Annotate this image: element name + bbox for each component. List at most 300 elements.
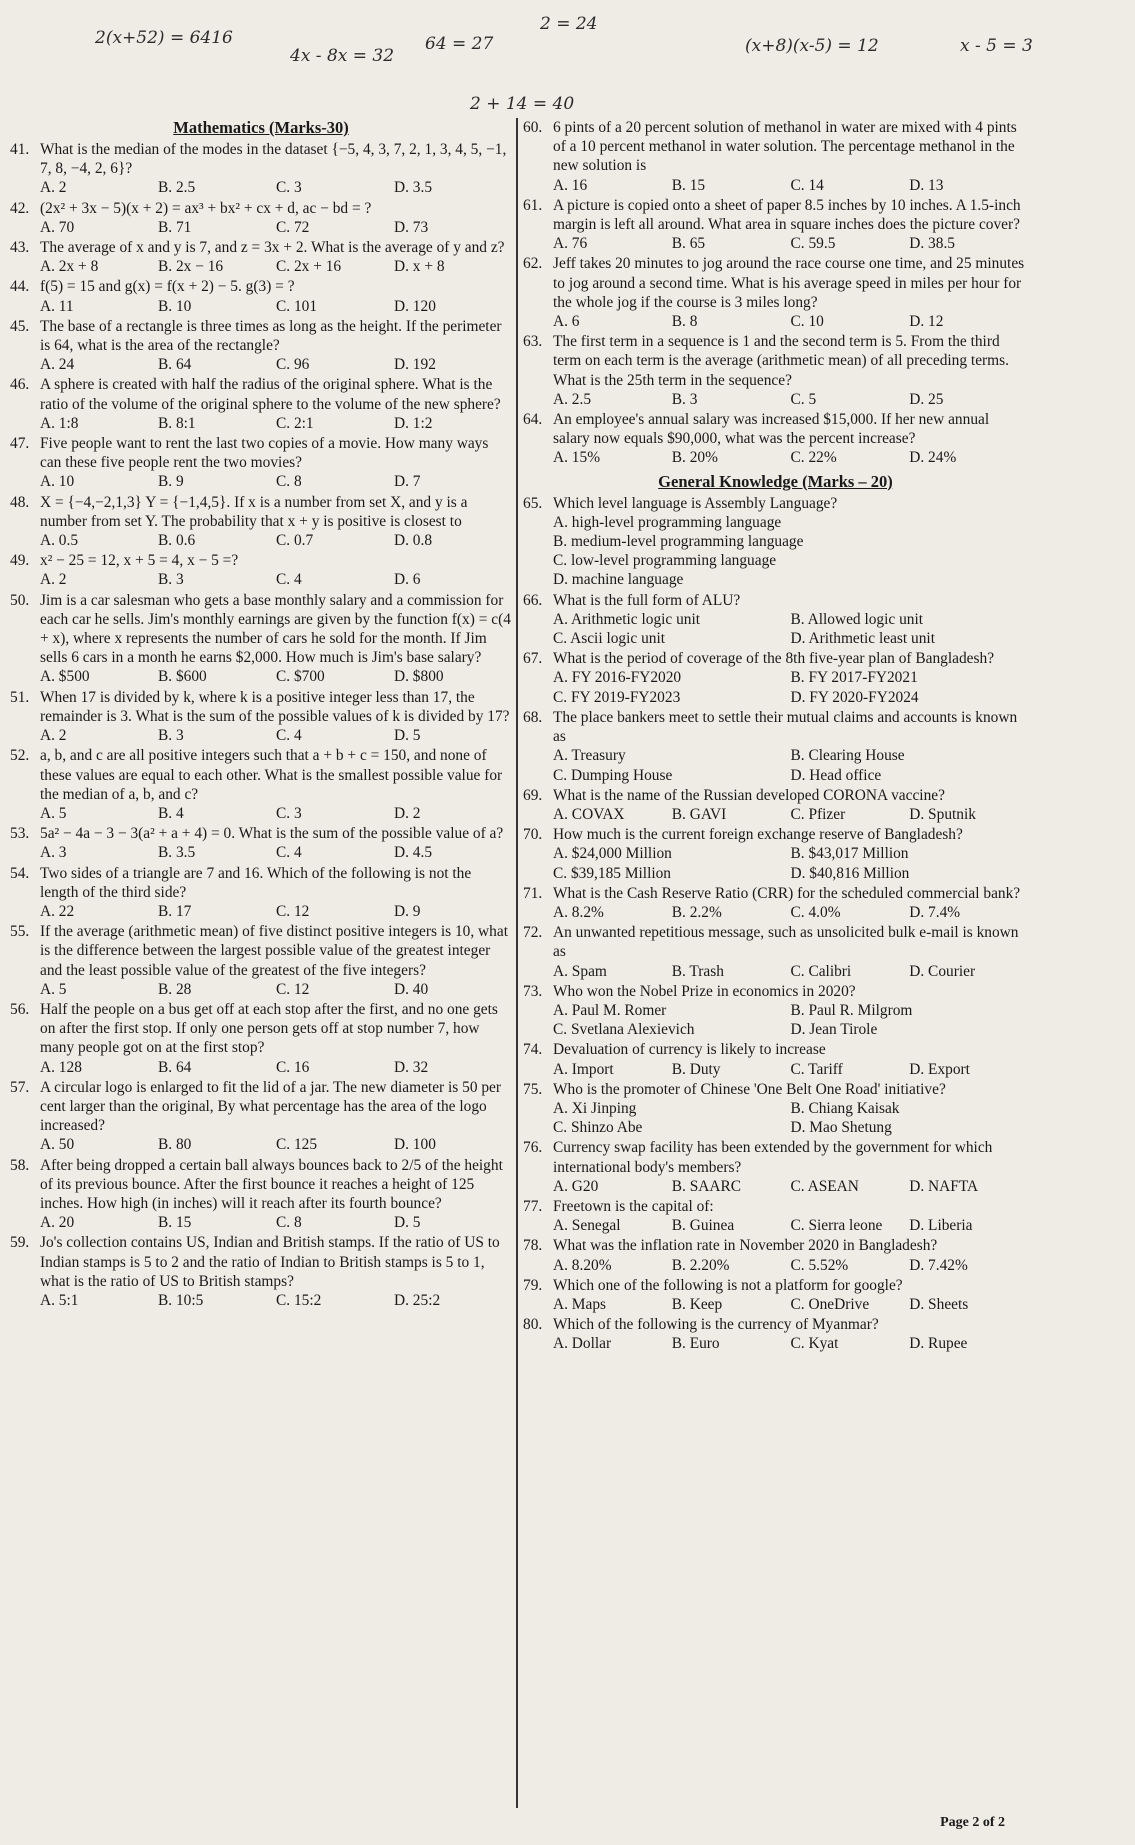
question-item [10, 493, 512, 551]
answer-options [10, 980, 512, 999]
answer-option: A. 3 [40, 844, 67, 862]
answer-option: D. 32 [394, 1058, 429, 1076]
answer-option: A. 5 [40, 980, 67, 998]
answer-option: D. Liberia [909, 1217, 973, 1235]
answer-option: B. Clearing House [790, 747, 905, 765]
question-text: Which of the following is the currency of Myanmar? [553, 1316, 879, 1334]
question-number: 53. [10, 825, 30, 843]
question-stem [523, 1276, 1028, 1295]
answer-option: C. Kyat [790, 1335, 839, 1353]
answer-option: B. 17 [158, 902, 192, 920]
answer-options [10, 726, 512, 745]
answer-option: D. 0.8 [394, 532, 433, 550]
answer-option: C. Pfizer [790, 805, 846, 823]
question-stem [10, 1233, 512, 1291]
answer-option: C. Shinzo Abe [553, 1119, 643, 1137]
answer-option: D. 192 [394, 356, 436, 374]
question-text: If the average (arithmetic mean) of five distinct positive integers is 10, what is the difference between the largest possible value of the greatest integer and the least possible value of the greatest of the five integers? [40, 923, 508, 979]
question-item [10, 1000, 512, 1077]
answer-option: C. 8 [276, 473, 302, 491]
answer-option: D. 25:2 [394, 1291, 441, 1309]
answer-option: D. Sputnik [909, 805, 976, 823]
question-number: 54. [10, 864, 30, 882]
question-item [10, 688, 512, 746]
answer-option: B. 8 [671, 313, 698, 331]
answer-option: C. Svetlana Alexievich [553, 1021, 695, 1039]
question-number: 44. [10, 278, 30, 296]
question-item [523, 1080, 1028, 1138]
answer-options [523, 668, 1028, 706]
question-text: An employee's annual salary was increased $15,000. If her new annual salary now equals $90,000, what was the percent increase? [553, 411, 990, 448]
page-number: Page 2 of 2 [940, 1815, 1005, 1830]
question-stem [523, 1197, 1028, 1216]
answer-options [10, 414, 512, 433]
answer-options [523, 903, 1028, 922]
answer-option: A. 5:1 [40, 1291, 79, 1309]
answer-option: B. 65 [671, 235, 706, 253]
answer-options [523, 390, 1028, 409]
gk-questions [523, 494, 1028, 1354]
answer-option: C. 125 [276, 1136, 318, 1154]
answer-option: C. OneDrive [790, 1295, 870, 1313]
question-stem [523, 196, 1028, 234]
answer-option: D. 7 [394, 473, 421, 491]
answer-option: C. 3 [276, 179, 302, 197]
answer-option: A. Paul M. Romer [553, 1001, 667, 1019]
answer-option: B. Allowed logic unit [790, 610, 924, 628]
answer-option: B. Euro [671, 1335, 720, 1353]
answer-option: D. Sheets [909, 1295, 969, 1313]
answer-option: B. 28 [158, 980, 192, 998]
answer-option: C. 3 [276, 804, 302, 822]
question-text: Two sides of a triangle are 7 and 16. Which of the following is not the length of the third side? [40, 864, 472, 901]
question-item [523, 1276, 1028, 1314]
answer-option: B. 9 [158, 473, 184, 491]
answer-option: D. x + 8 [394, 258, 445, 276]
question-text: The base of a rectangle is three times as long as the height. If the perimeter is 64, what is the area of the rectangle? [40, 317, 502, 355]
scribble-note: 4x - 8x = 32 [290, 46, 395, 66]
answer-options [523, 448, 1028, 467]
question-text: A circular logo is enlarged to fit the lid of a jar. The new diameter is 50 per cent larger than the original, By what percentage has the area of the logo increased? [40, 1078, 502, 1135]
question-item [523, 1197, 1028, 1235]
answer-options [10, 1058, 512, 1077]
question-number: 78. [523, 1237, 543, 1255]
question-text: x² − 25 = 12, x + 5 = 4, x − 5 =? [40, 552, 239, 570]
answer-options [523, 610, 1028, 648]
question-text: X = {−4,−2,1,3} Y = {−1,4,5}. If x is a number from set X, and y is a number from set Y. The probability that x + y is positive is closest to [40, 493, 468, 530]
question-text: Jeff takes 20 minutes to jog around the race course one time, and 25 minutes to jog around a second time. What is his average speed in miles per hour for the whole jog if the course is 3 miles long? [553, 255, 1025, 311]
question-text: 5a² − 4a − 3 − 3(a² + a + 4) = 0. What is the sum of the possible value of a? [40, 825, 504, 843]
answer-option: D. Rupee [909, 1335, 968, 1353]
question-number: 60. [523, 119, 543, 136]
question-item [523, 591, 1028, 649]
answer-options [523, 1216, 1028, 1235]
question-text: Jim is a car salesman who gets a base monthly salary and a commission for each car he sells. Jim's monthly earnings are given by the function f(x) = c(4 + x), where x represents the number of cars he sold for the month. If Jim sells 6 cars in a month he earns $2,000. How much is Jim's base salary? [40, 591, 511, 667]
question-stem [523, 1138, 1028, 1176]
answer-option: D. 24% [909, 449, 957, 467]
question-text: An unwanted repetitious message, such as unsolicited bulk e-mail is known as [553, 924, 1019, 961]
question-item [523, 494, 1028, 590]
answer-option: A. 10 [40, 473, 75, 491]
answer-option: B. SAARC [671, 1177, 742, 1195]
scribble-note: 2(x+52) = 6416 [95, 28, 233, 48]
question-number: 58. [10, 1156, 30, 1174]
question-number: 66. [523, 591, 543, 609]
question-number: 63. [523, 333, 543, 351]
answer-option: A. 11 [40, 297, 74, 315]
question-stem [523, 591, 1028, 610]
answer-option: B. 80 [158, 1136, 192, 1154]
answer-options [523, 1334, 1028, 1353]
question-item [10, 434, 512, 492]
question-number: 51. [10, 688, 30, 706]
question-item [10, 140, 512, 198]
answer-option: D. machine language [553, 571, 684, 589]
question-item [10, 864, 512, 922]
answer-option: A. 76 [553, 235, 588, 253]
question-text: 6 pints of a 20 percent solution of methanol in water are mixed with 4 pints of a 10 percent methanol in water solution. The percentage methanol in the new solution is [553, 119, 1017, 175]
question-text: Devaluation of currency is likely to increase [553, 1041, 826, 1059]
answer-option: B. 3 [671, 390, 698, 408]
answer-option: C. 16 [276, 1058, 310, 1076]
answer-option: A. Treasury [553, 747, 626, 765]
question-stem [10, 493, 512, 531]
question-item [523, 196, 1028, 254]
answer-options [523, 805, 1028, 824]
question-number: 68. [523, 708, 543, 726]
scribble-note: x - 5 = 3 [960, 36, 1033, 56]
answer-options [10, 531, 512, 550]
question-item [10, 746, 512, 823]
question-stem [523, 494, 1028, 513]
answer-option: A. $500 [40, 668, 90, 686]
answer-option: C. 72 [276, 218, 310, 236]
question-item [10, 317, 512, 375]
question-stem [10, 551, 512, 570]
question-item [523, 254, 1028, 331]
answer-options [523, 1060, 1028, 1079]
answer-option: C. 5 [790, 390, 817, 408]
question-number: 74. [523, 1041, 543, 1059]
answer-options [10, 570, 512, 589]
answer-option: A. Import [553, 1060, 614, 1078]
answer-option: B. Trash [671, 962, 724, 980]
question-number: 47. [10, 435, 30, 453]
question-stem [10, 199, 512, 218]
question-text: A sphere is created with half the radius of the original sphere. What is the ratio of the volume of the original sphere to the volume of the new sphere? [40, 376, 501, 413]
answer-option: C. Sierra leone [790, 1217, 883, 1235]
answer-option: B. 3 [158, 571, 184, 589]
question-stem [523, 982, 1028, 1001]
answer-options [523, 1099, 1028, 1137]
answer-option: A. 5 [40, 804, 67, 822]
answer-option: D. Head office [790, 766, 882, 784]
question-stem [10, 922, 512, 980]
answer-option: C. 8 [276, 1214, 302, 1232]
question-number: 72. [523, 924, 543, 942]
question-text: What is the period of coverage of the 8th five-year plan of Bangladesh? [553, 650, 995, 668]
question-stem [10, 238, 512, 257]
exam-page [0, 118, 1135, 1818]
answer-option: B. medium-level programming language [553, 533, 804, 551]
question-item [523, 825, 1028, 883]
question-number: 64. [523, 411, 543, 429]
answer-option: B. 2.20% [671, 1256, 730, 1274]
answer-option: B. 4 [158, 804, 184, 822]
answer-option: B. 2x − 16 [158, 258, 224, 276]
answer-option: D. 13 [909, 176, 944, 194]
question-number: 43. [10, 239, 30, 257]
answer-option: D. 2 [394, 804, 421, 822]
answer-option: A. 16 [553, 176, 588, 194]
question-number: 75. [523, 1080, 543, 1098]
answer-option: B. FY 2017-FY2021 [790, 669, 918, 687]
question-stem [523, 825, 1028, 844]
answer-option: C. 59.5 [790, 235, 836, 253]
answer-option: C. 4 [276, 571, 302, 589]
answer-option: B. Keep [671, 1295, 723, 1313]
answer-option: D. NAFTA [909, 1177, 979, 1195]
question-item [523, 410, 1028, 468]
answer-option: B. Chiang Kaisak [790, 1099, 900, 1117]
answer-option: A. 8.20% [553, 1256, 612, 1274]
answer-options [10, 1135, 512, 1154]
question-stem [523, 1040, 1028, 1059]
question-number: 48. [10, 493, 30, 511]
question-number: 73. [523, 982, 543, 1000]
answer-option: A. $24,000 Million [553, 845, 672, 863]
answer-options [10, 218, 512, 237]
question-text: Freetown is the capital of: [553, 1197, 714, 1215]
question-item [10, 277, 512, 315]
answer-option: A. 128 [40, 1058, 82, 1076]
answer-option: B. 10:5 [158, 1291, 204, 1309]
question-item [10, 238, 512, 276]
answer-options [10, 804, 512, 823]
question-item [523, 884, 1028, 922]
question-stem [10, 1156, 512, 1214]
scribble-note: 2 + 14 = 40 [470, 94, 575, 114]
answer-option: B. 15 [158, 1214, 192, 1232]
question-text: How much is the current foreign exchange reserve of Bangladesh? [553, 826, 963, 844]
answer-option: C. 101 [276, 297, 318, 315]
question-number: 69. [523, 786, 543, 804]
answer-option: C. 4 [276, 844, 302, 862]
answer-option: A. Maps [553, 1295, 607, 1313]
scribble-note: 64 = 27 [425, 34, 494, 54]
question-number: 45. [10, 317, 30, 335]
question-stem [10, 591, 512, 668]
answer-option: A. 2 [40, 571, 67, 589]
question-item [523, 1236, 1028, 1274]
answer-option: D. 7.42% [909, 1256, 968, 1274]
answer-option: C. Ascii logic unit [553, 630, 666, 648]
answer-options [523, 1295, 1028, 1314]
answer-options [10, 178, 512, 197]
question-item [523, 1138, 1028, 1196]
answer-options [523, 312, 1028, 331]
answer-option: B. 3.5 [158, 844, 196, 862]
question-text: What is the median of the modes in the dataset {−5, 4, 3, 7, 2, 1, 3, 4, 5, −1, 7, 8, −4, 2, 6}? [40, 141, 507, 178]
answer-option: A. FY 2016-FY2020 [553, 669, 682, 687]
question-text: a, b, and c are all positive integers such that a + b + c = 150, and none of these values are equal to each other. What is the smallest possible value for the median of a, b, and c? [40, 747, 503, 803]
answer-options [523, 1256, 1028, 1275]
answer-option: D. 9 [394, 902, 421, 920]
answer-option: D. 38.5 [909, 235, 955, 253]
answer-option: C. $39,185 Million [553, 864, 672, 882]
question-item [10, 1233, 512, 1310]
question-stem [523, 1236, 1028, 1255]
answer-options [523, 844, 1028, 882]
answer-option: C. low-level programming language [553, 552, 777, 570]
answer-options [10, 667, 512, 686]
answer-option: A. 1:8 [40, 414, 79, 432]
answer-option: D. 4.5 [394, 844, 433, 862]
answer-option: C. 15:2 [276, 1291, 322, 1309]
question-stem [10, 140, 512, 178]
answer-option: C. 12 [276, 902, 310, 920]
answer-option: A. 2 [40, 727, 67, 745]
answer-options [10, 902, 512, 921]
answer-option: C. ASEAN [790, 1177, 859, 1195]
question-item [10, 199, 512, 237]
answer-option: A. Arithmetic logic unit [553, 610, 701, 628]
answer-option: C. 12 [276, 980, 310, 998]
answer-option: C. 4 [276, 727, 302, 745]
question-item [523, 708, 1028, 785]
answer-option: D. 6 [394, 571, 421, 589]
question-number: 41. [10, 141, 30, 158]
question-number: 59. [10, 1234, 30, 1252]
question-text: f(5) = 15 and g(x) = f(x + 2) − 5. g(3) = ? [40, 278, 295, 296]
answer-option: A. Xi Jinping [553, 1099, 637, 1117]
answer-options [523, 234, 1028, 253]
answer-option: C. Dumping House [553, 766, 673, 784]
answer-option: B. $43,017 Million [790, 845, 909, 863]
answer-option: C. 2:1 [276, 414, 314, 432]
answer-option: B. 8:1 [158, 414, 196, 432]
question-item [523, 786, 1028, 824]
answer-option: A. 8.2% [553, 903, 604, 921]
answer-option: D. $800 [394, 668, 444, 686]
question-stem [523, 332, 1028, 390]
question-text: Who is the promoter of Chinese 'One Belt One Road' initiative? [553, 1080, 946, 1098]
math-questions-left [10, 140, 512, 1310]
answer-option: B. Duty [671, 1060, 721, 1078]
answer-option: B. 71 [158, 218, 192, 236]
answer-option: D. 1:2 [394, 414, 433, 432]
gk-section-title: General Knowledge (Marks – 20) [658, 471, 893, 491]
question-text: When 17 is divided by k, where k is a positive integer less than 17, the remainder is 3. What is the sum of the possible values of k is divided by 17? [40, 688, 510, 725]
answer-option: D. Export [909, 1060, 970, 1078]
answer-options [523, 746, 1028, 784]
question-stem [10, 317, 512, 355]
answer-option: D. 12 [909, 313, 944, 331]
answer-options [523, 1001, 1028, 1039]
answer-option: B. 20% [671, 449, 718, 467]
question-item [10, 591, 512, 687]
answer-option: C. Calibri [790, 962, 852, 980]
question-number: 65. [523, 494, 543, 512]
question-item [10, 824, 512, 862]
question-item [10, 922, 512, 999]
answer-option: A. Senegal [553, 1217, 621, 1235]
answer-option: A. G20 [553, 1177, 599, 1195]
question-item [10, 1156, 512, 1233]
answer-option: B. 2.5 [158, 179, 196, 197]
answer-options [10, 472, 512, 491]
question-text: Who won the Nobel Prize in economics in 2020? [553, 982, 856, 1000]
answer-option: B. 2.2% [671, 903, 722, 921]
question-number: 55. [10, 923, 30, 941]
question-item [523, 1040, 1028, 1078]
question-text: A picture is copied onto a sheet of paper 8.5 inches by 10 inches. A 1.5-inch margin is left all around. What area in square inches does the picture cover? [553, 196, 1021, 234]
answer-option: A. COVAX [553, 805, 625, 823]
answer-option: D. 40 [394, 980, 429, 998]
answer-option: B. 15 [671, 176, 706, 194]
question-number: 77. [523, 1197, 543, 1215]
question-number: 67. [523, 650, 543, 668]
answer-option: B. Guinea [671, 1217, 735, 1235]
question-number: 79. [523, 1276, 543, 1294]
question-item [523, 332, 1028, 409]
question-text: Currency swap facility has been extended by the government for which international body's members? [553, 1139, 993, 1176]
answer-option: D. 25 [909, 390, 944, 408]
answer-option: C. 5.52% [790, 1256, 849, 1274]
question-item [523, 649, 1028, 707]
question-stem [10, 434, 512, 472]
answer-option: A. 22 [40, 902, 75, 920]
question-text: (2x² + 3x − 5)(x + 2) = ax³ + bx² + cx + d, ac − bd = ? [40, 199, 372, 217]
answer-option: D. 120 [394, 297, 436, 315]
question-text: The place bankers meet to settle their mutual claims and accounts is known as [553, 708, 1018, 746]
answer-option: D. Arithmetic least unit [790, 630, 935, 648]
answer-option: A. 6 [553, 313, 580, 331]
answer-option: D. 5 [394, 727, 421, 745]
answer-option: C. 96 [276, 356, 310, 374]
answer-option: C. 4.0% [790, 903, 841, 921]
question-number: 80. [523, 1316, 543, 1334]
question-text: After being dropped a certain ball always bounces back to 2/5 of the height of its previous bounce. After the first bounce it reaches a height of 125 inches. How high (in inches) will it reach after its fourth bounce? [40, 1156, 503, 1212]
answer-option: A. 24 [40, 356, 75, 374]
question-stem [523, 1080, 1028, 1099]
answer-options [523, 176, 1028, 195]
answer-options [10, 1291, 512, 1310]
answer-option: C. Tariff [790, 1060, 843, 1078]
question-stem [523, 410, 1028, 448]
question-item [10, 551, 512, 589]
answer-option: D. 7.4% [909, 903, 961, 921]
question-text: What is the name of the Russian developed CORONA vaccine? [553, 786, 945, 804]
question-text: The average of x and y is 7, and z = 3x + 2. What is the average of y and z? [40, 239, 505, 257]
question-number: 62. [523, 255, 543, 273]
answer-option: D. Mao Shetung [790, 1119, 892, 1137]
question-text: What is the Cash Reserve Ratio (CRR) for the scheduled commercial bank? [553, 884, 1021, 902]
question-text: What is the full form of ALU? [553, 591, 741, 609]
answer-option: D. 3.5 [394, 179, 433, 197]
question-number: 50. [10, 591, 30, 609]
question-stem [10, 688, 512, 726]
left-column [10, 118, 512, 1818]
answer-option: A. 2 [40, 179, 67, 197]
question-stem [10, 1000, 512, 1058]
answer-option: B. 3 [158, 727, 184, 745]
answer-option: A. Dollar [553, 1335, 612, 1353]
question-stem [523, 923, 1028, 961]
answer-options [10, 297, 512, 316]
answer-option: A. 50 [40, 1136, 75, 1154]
answer-option: C. 2x + 16 [276, 258, 342, 276]
